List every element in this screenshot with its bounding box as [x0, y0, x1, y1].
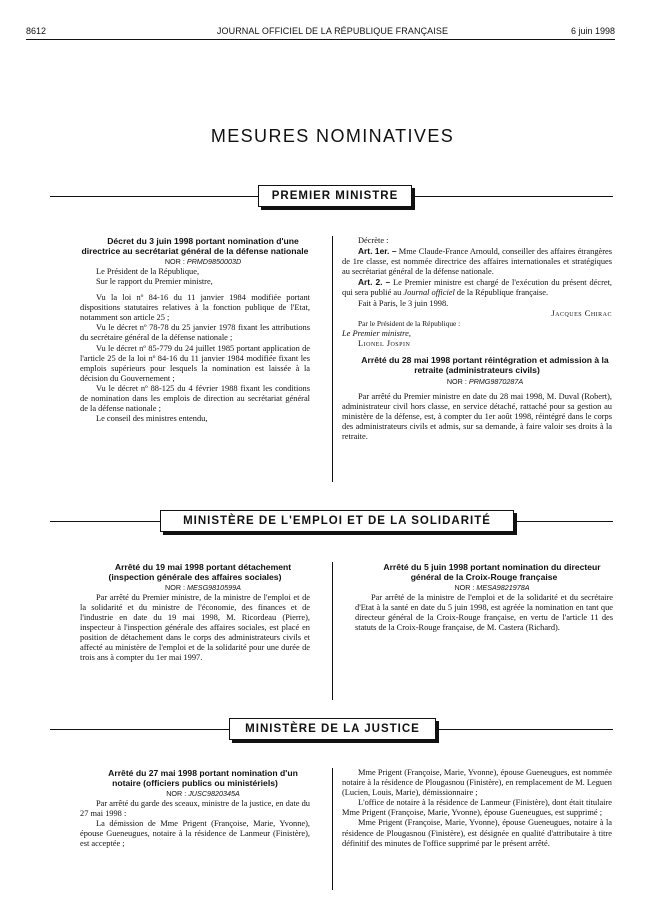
journal-officiel-italic: Journal officiel [403, 288, 455, 298]
pm-left-column [80, 236, 310, 424]
section-heading-justice: MINISTÈRE DE LA JUSTICE [229, 718, 436, 740]
journal-title: JOURNAL OFFICIEL DE LA RÉPUBLIQUE FRANÇAISE [216, 26, 449, 36]
par-le-president: Par le Président de la République : [358, 318, 461, 328]
arrete-title: Arrêté du 19 mai 1998 portant détachement (inspection générale des affaires sociales) [108, 562, 292, 583]
premier-ministre-italic: Le Premier ministre, [342, 328, 411, 338]
paragraph: Par arrêté de la ministre de l'emploi et de la solidarité et du secrétaire d'Etat à la santé en date du 5 juin 1998, est agréée la nomination en tant que directeur général de la Croix-Rouge française, en vertu de l'article 11 des statuts de la Croix-Rouge française, de M. Castera (Richard). [355, 592, 613, 633]
main-title: MESURES NOMINATIVES [210, 126, 455, 146]
emploi-right-column [355, 562, 613, 633]
nor-reference [80, 789, 310, 799]
nor-label: NOR : [454, 582, 475, 592]
fait-a-paris: Fait à Paris, le 3 juin 1998. [358, 298, 449, 308]
issue-date: 6 juin 1998 [570, 26, 615, 36]
nor-label: NOR : [165, 582, 185, 592]
nor-label: NOR : [446, 376, 467, 386]
column-divider [332, 236, 333, 482]
paragraph: Vu le décret nº 88-125 du 4 février 1988 fixant les conditions de nomination dans les emplois de direction au secrétariat général de la défense nationale ; [80, 383, 310, 414]
page-header [0, 0, 665, 40]
arrete-title: Arrêté du 27 mai 1998 portant nomination d'un notaire (officiers publics ou ministériels) [108, 768, 298, 789]
article-2 [342, 277, 612, 298]
article-2-label: Art. 2. – [358, 277, 391, 288]
section-rule-right [437, 729, 613, 730]
page-number: 8612 [26, 26, 47, 36]
paragraph: Mme Prigent (Françoise, Marie, Yvonne), épouse Gueneugues, notaire à la résidence de Plougasnou (Finistère), est désignée en qualité d'attributaire à titre définitif des minutes de l'office supprimé par le présent arrêté. [342, 818, 612, 848]
article-2-text-end: de la République française. [456, 288, 549, 298]
pm-signer-name: Lionel Jospin [358, 338, 411, 348]
nor-code: PRMG9870287A [468, 376, 524, 386]
nor-code: MESG9810599A [187, 582, 241, 592]
nor-label: NOR : [164, 256, 185, 266]
paragraph: Sur le rapport du Premier ministre, [96, 277, 213, 286]
nor-label: NOR : [166, 788, 187, 798]
nor-reference [342, 377, 612, 387]
signer-name: Jacques Chirac [551, 308, 612, 318]
article-1 [342, 246, 612, 277]
premier-ministre-title [342, 329, 612, 339]
decree-title: Décret du 3 juin 1998 portant nomination d'une directrice au secrétariat général de la défense nationale [81, 236, 309, 257]
paragraph: Le Président de la République, [96, 266, 200, 276]
paragraph: Vu le décret nº 85-779 du 24 juillet 1985 portant application de l'article 25 de la loi nº 84-16 du 11 janvier 1984 modifiée fixant les emplois supérieurs pour lesquels la nomination est laissée à la décision du Gouvernement ; [80, 343, 310, 383]
nor-reference [80, 257, 310, 267]
arrete-title: Arrêté du 28 mai 1998 portant réintégration et admission à la retraite (administrateurs civils) [361, 355, 609, 376]
arrete-title: Arrêté du 5 juin 1998 portant nomination du directeur général de la Croix-Rouge française [383, 562, 601, 583]
justice-left-column [80, 768, 310, 849]
column-divider [332, 562, 333, 700]
justice-right-column [342, 768, 612, 849]
paragraph: Le conseil des ministres entendu, [96, 414, 208, 424]
paragraph: Vu la loi nº 84-16 du 11 janvier 1984 modifiée portant dispositions statutaires relatives à la fonction publique de l'Etat, notamment son article 25 ; [80, 293, 310, 323]
nor-reference [355, 583, 613, 593]
pm-right-column [342, 236, 612, 442]
nor-code: MESA9821978A [476, 582, 530, 592]
section-rule-left [50, 729, 229, 730]
article-1-text: Mme Claude-France Arnould, conseiller des affaires étrangères de 1re classe, est nommée directrice des affaires internationales et stratégiques au secrétariat général de la défense nationale. [342, 247, 612, 277]
paragraph: Par arrêté du Premier ministre, de la ministre de l'emploi et de la solidarité et du ministre de l'économie, des finances et de l'industrie en date du 19 mai 1998, M. Ricordeau (Pierre), inspecteur à l'inspection générale des affaires sociales, est placé en position de détachement dans le corps des administrateurs civils et affecté au ministère de l'emploi et de la solidarité pour une durée de trois ans à compter du 1er mai 1997. [80, 592, 310, 663]
nor-code: JUSC9820345A [188, 788, 240, 798]
section-rule-right [413, 196, 613, 197]
section-heading-emploi: MINISTÈRE DE L'EMPLOI ET DE LA SOLIDARITÉ [160, 510, 514, 532]
paragraph: La démission de Mme Prigent (Françoise, Marie, Yvonne), épouse Gueneugues, notaire à la résidence de Lanmeur (Finistère), est acceptée ; [80, 819, 310, 849]
column-divider [332, 768, 333, 890]
section-rule-left [50, 521, 160, 522]
header-rule [26, 39, 615, 40]
section-rule-left [50, 196, 258, 197]
article-1-label: Art. 1er. – [358, 246, 397, 257]
paragraph: Mme Prigent (Françoise, Marie, Yvonne), épouse Gueneugues, est nommée notaire à la résidence de Plougasnou (Finistère), en remplacement de M. Leguen (Lucien, Louis, Marie), démissionnaire ; [342, 768, 612, 798]
decrete-label: Décrète : [358, 236, 389, 245]
paragraph: L'office de notaire à la résidence de Lanmeur (Finistère), dont était titulaire Mme Prigent (Françoise, Marie, Yvonne), épouse Gueneugues, est supprimé ; [342, 798, 612, 818]
nor-reference [80, 583, 310, 593]
paragraph: Vu le décret nº 78-78 du 25 janvier 1978 fixant les attributions du secrétaire général de la défense nationale ; [80, 323, 310, 343]
emploi-left-column [80, 562, 310, 664]
section-rule-right [515, 521, 613, 522]
paragraph: Par arrêté du Premier ministre en date du 28 mai 1998, M. Duval (Robert), administrateur civil hors classe, en service détaché, rattaché pour sa gestion au ministère de la défense, est, à compter du 1er août 1998, réintégré dans le corps des administrateurs civils et admis, sur sa demande, à faire valoir ses droits à la retraite. [342, 391, 612, 442]
section-heading-premier-ministre: PREMIER MINISTRE [258, 185, 412, 207]
nor-code: PRMD9850003D [186, 256, 242, 266]
paragraph: Par arrêté du garde des sceaux, ministre de la justice, en date du 27 mai 1998 : [80, 798, 310, 818]
article-2-text: Le Premier ministre est chargé de l'exécution du présent décret, qui sera publié au [342, 278, 612, 298]
